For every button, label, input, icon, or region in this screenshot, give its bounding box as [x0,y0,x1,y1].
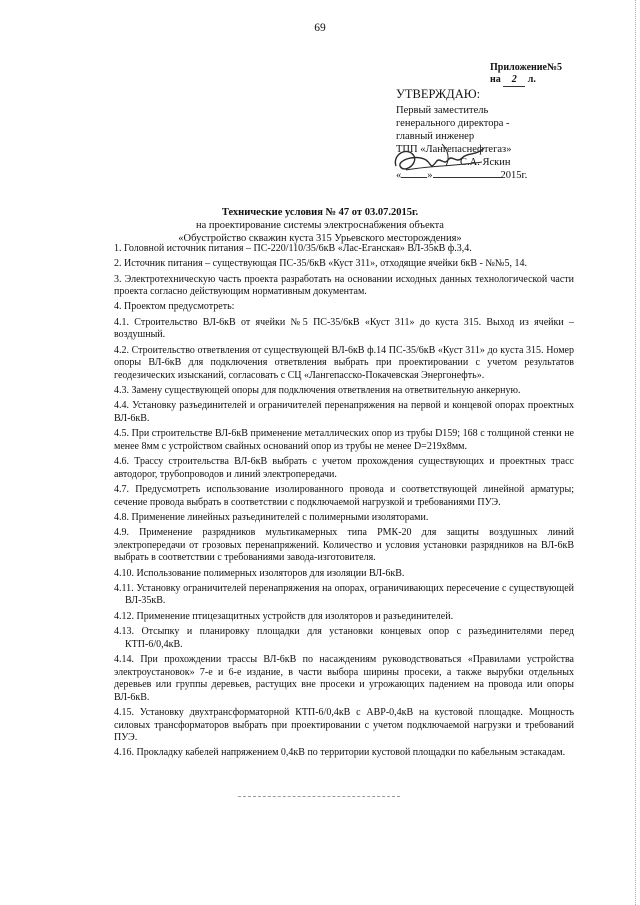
list-item: 3. Электротехническую часть проекта разработать на основании исходных данных технологической части проекта согласно действующим нормативным документам. [114,273,574,298]
handwritten-signature [386,136,496,184]
list-item: 4.14. При прохождении трассы ВЛ-6кВ по насаждениям руководствоваться «Правилами устройства электроустановок» 7-е и 6-е издание, в части выбора ширины просеки, а также вырубки отдельных деревьев или группы деревьев, растущих вне просеки и угрожающих падением на провода или опоры ВЛ-6кВ. [114,653,574,703]
appendix-na: на [490,74,501,85]
list-item: 4.16. Прокладку кабелей напряжением 0,4кВ по территории кустовой площадки по кабельным эстакадам. [114,747,566,759]
list-item: 4.4. Установку разъединителей и ограничителей перенапряжения на первой и концевой опорах проектных ВЛ-6кВ. [114,400,574,424]
date-year: 2015г. [500,170,528,181]
list-item: 4.9. Применение разрядников мультикамерных типа РМК-20 для защиты воздушных линий электропередачи от грозовых перенапряжений. Количество и условия установки разрядников на ВЛ-6кВ выбрать в соответствии с требованиями завода-изготовителя. [114,527,574,564]
title-line-2: на проектирование системы электроснабжения объекта [196,220,444,231]
appendix-suffix: л. [527,74,536,85]
list-item: 4.13. Отсыпку и планировку площадки для установки концевых опор с разъединителями перед КТП-6/0,4кВ. [114,626,574,650]
conditions-list [114,243,574,763]
bottom-divider [238,796,400,797]
list-item: 4.3. Замену существующей опоры для подключения ответвления на ответвительную анкерную. [114,385,521,397]
date-close-quote: » [427,170,433,181]
page-number: 69 [314,22,326,34]
binding-edge [633,0,636,905]
list-item: 4.5. При строительстве ВЛ-6кВ применение металлических опор из трубы D159; 168 с толщиной стенки не менее 8мм с устройством свайных оснований опор из трубы не менее D=219х8мм. [114,428,574,452]
title-line-1: Технические условия № 47 от 03.07.2015г. [221,207,419,218]
list-item: 4.15. Установку двухтрансформаторной КТП-6/0,4кВ с АВР-0,4кВ на кустовой площадке. Мощность силовых трансформаторов выбрать при проектировании с учетом подключаемой нагрузки и требований ПУЭ. [114,706,574,744]
list-item: 4. Проектом предусмотреть: [114,301,235,313]
list-item: 2. Источник питания – существующая ПС-35/6кВ «Куст 311», отходящие ячейки 6кВ - №№5, 14. [114,258,527,270]
appendix-note [490,62,562,87]
approval-line: ТПП «Лангепаснефтегаз» [396,144,512,155]
approval-signatory: С.А. Яскин [460,157,511,168]
list-item: 4.1. Строительство ВЛ-6кВ от ячейки №5 ПС-35/6кВ «Куст 311» до куста 315. Выход из ячейки – воздушный. [114,316,574,341]
approval-heading: УТВЕРЖДАЮ: [396,87,481,101]
list-item: 1. Головной источник питания – ПС-220/110/35/6кВ «Лас-Еганская» ВЛ-35кВ ф.3,4. [114,243,472,254]
approval-line: генерального директора - [396,118,510,129]
title-line-3: «Обустройство скважин куста 315 Урьевского месторождения» [178,233,462,244]
approval-line: главный инженер [396,131,475,142]
list-item: 4.7. Предусмотреть использование изолированного провода и соответствующей линейной арматуры; сечение провода выбрать в соответствии с подключаемой нагрузкой и требованиями ПУЭ. [114,483,574,508]
list-item: 4.6. Трассу строительства ВЛ-6кВ выбрать с учетом прохождения существующих и проектных трасс автодорог, трубопроводов и линий электропередачи. [114,456,574,480]
appendix-sheets [490,74,562,87]
document-title [0,206,640,245]
list-item: 4.12. Применение птицезащитных устройств для изоляторов и разъединителей. [114,610,454,622]
appendix-label: Приложение№5 [490,62,563,73]
list-item: 4.2. Строительство ответвления от существующей ВЛ-6кВ ф.14 ПС-35/6кВ «Куст 311» до куста 315. Номер опоры ВЛ-6кВ для подключения ответвления выбрать при проектировании с учетом результатов геодезических изысканий, согласовать с СЦ «Лангепасско-Покачевская Энергонефть». [114,344,574,381]
list-item: 4.10. Использование полимерных изоляторов для изоляции ВЛ-6кВ. [114,567,405,579]
list-item: 4.11. Установку ограничителей перенапряжения на опорах, ограничивающих пересечение с существующей ВЛ-35кВ. [114,582,574,607]
list-item: 4.8. Применение линейных разъединителей с полимерными изоляторами. [114,511,429,523]
appendix-sheet-count: 2 [503,74,525,87]
date-open-quote: « [396,170,402,181]
approval-line: Первый заместитель [396,105,489,116]
